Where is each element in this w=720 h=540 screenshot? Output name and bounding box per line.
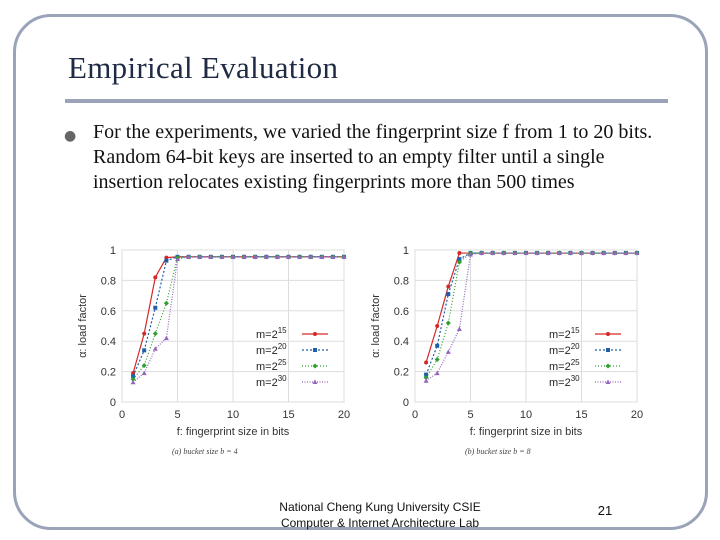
x-tick-label: 10 [226, 409, 240, 421]
y-tick-label: 0.8 [393, 275, 409, 288]
data-point [164, 259, 168, 263]
legend-marker [606, 348, 610, 352]
x-axis-label: f: fingerprint size in bits [469, 426, 583, 438]
footer-line-1: National Cheng Kung University CSIE [279, 500, 481, 514]
x-tick-label: 20 [630, 409, 644, 421]
legend-label: $m=2^{30}$ [256, 374, 287, 389]
data-point [435, 344, 439, 348]
x-tick-label: 10 [519, 409, 533, 421]
data-point [446, 284, 450, 288]
chart-bucket-size-4 [72, 238, 362, 458]
footer-organization [250, 499, 510, 531]
y-tick-label: 0.6 [393, 305, 409, 318]
bullet-marker-icon: ● [64, 128, 77, 144]
chart-b-svg [365, 238, 655, 458]
data-point [435, 324, 439, 328]
y-tick-label: 0.6 [100, 305, 116, 318]
legend-marker [606, 332, 610, 336]
bullet-text: For the experiments, we varied the fingerprint size f from 1 to 20 bits. Random 64-bit keys are inserted to an empty filter until a single insertion relocates existing fingerprints more than 500 times [93, 121, 653, 193]
y-axis-label: α: load factor [77, 294, 89, 358]
y-tick-label: 0 [402, 397, 409, 409]
x-axis-label: f: fingerprint size in bits [176, 426, 290, 438]
chart-caption: (a) bucket size b = 4 [172, 447, 238, 456]
x-tick-label: 20 [337, 409, 351, 421]
footer-line-2: Computer & Internet Architecture Lab [280, 516, 480, 530]
data-point [142, 348, 146, 352]
legend-marker [313, 332, 317, 336]
x-tick-label: 15 [282, 409, 295, 421]
chart-bucket-size-8 [365, 238, 655, 458]
legend-label: $m=2^{15}$ [256, 326, 287, 341]
y-tick-label: 1 [402, 245, 409, 257]
y-tick-label: 0.4 [393, 336, 409, 349]
legend-label: $m=2^{20}$ [549, 342, 580, 357]
x-tick-label: 5 [174, 409, 181, 421]
x-tick-label: 0 [411, 409, 419, 421]
data-point [457, 251, 461, 255]
legend-label: $m=2^{15}$ [549, 326, 580, 341]
page-number: 21 [597, 503, 613, 518]
data-point [424, 360, 428, 364]
x-tick-label: 15 [575, 409, 588, 421]
legend-marker [313, 348, 317, 352]
legend-label: $m=2^{25}$ [256, 358, 287, 373]
legend-label: $m=2^{30}$ [549, 374, 580, 389]
y-tick-label: 0 [109, 397, 116, 409]
chart-a-svg [72, 238, 362, 458]
data-point [446, 292, 450, 296]
x-tick-label: 0 [118, 409, 126, 421]
legend-label: $m=2^{25}$ [549, 358, 580, 373]
title-divider [65, 99, 668, 103]
data-point [153, 306, 157, 310]
x-tick-label: 5 [467, 409, 474, 421]
y-tick-label: 0.2 [100, 366, 116, 379]
slide-title: Empirical Evaluation [68, 50, 339, 85]
data-point [153, 275, 157, 279]
y-tick-label: 0.8 [100, 275, 116, 288]
chart-caption: (b) bucket size b = 8 [465, 447, 531, 456]
legend-label: $m=2^{20}$ [256, 342, 287, 357]
y-tick-label: 1 [109, 245, 116, 257]
y-axis-label: α: load factor [370, 294, 382, 358]
y-tick-label: 0.4 [100, 336, 116, 349]
data-point [142, 332, 146, 336]
y-tick-label: 0.2 [393, 366, 409, 379]
